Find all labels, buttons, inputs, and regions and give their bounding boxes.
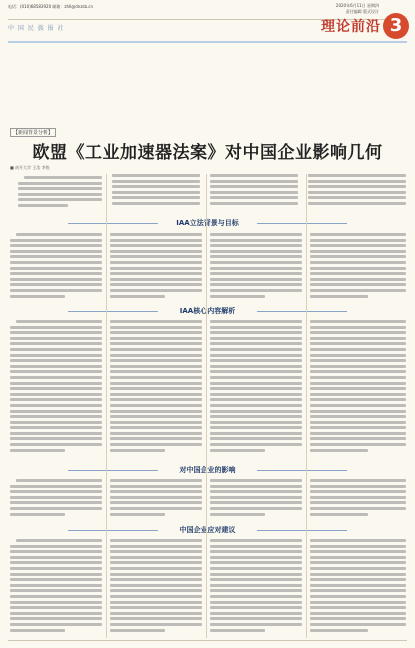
body-column [110,320,202,460]
body-column [10,539,102,637]
body-column [310,320,406,460]
body-column [110,539,202,637]
body-column [10,479,102,521]
section-heading-4-text: 中国企业应对建议 [179,526,236,534]
body-column [308,174,406,212]
body-column [310,539,406,637]
body-column [110,233,202,303]
footer-rule [8,640,407,641]
column-divider [206,174,207,638]
column-divider [106,174,107,638]
body-column [210,174,298,212]
section-heading-2 [8,306,407,316]
section-title: 理论前沿 [321,19,381,35]
body-column [310,479,406,521]
body-column [210,320,302,460]
body-column [110,479,202,521]
masthead-contact: 电话：(010)68583920 邮箱：zhll@dnzsb.cn [8,4,94,9]
section-heading-2-text: IAA核心内容解析 [179,307,236,315]
paper-name: 中 国 民 族 报 社 [8,25,65,32]
section-heading-3 [8,465,407,475]
body-column [210,539,302,637]
section-heading-1-text: IAA立法背景与目标 [176,219,239,227]
masthead-date: 2020年6月11日 星期四 [335,3,379,8]
section-heading-3-text: 对中国企业的影响 [179,466,236,474]
body-column [310,233,406,303]
body-column [210,233,302,303]
section-heading-1 [8,218,407,228]
section-heading-4 [8,525,407,535]
body-column [210,479,302,521]
body-column [10,233,102,303]
column-divider [306,174,307,638]
lead-paragraph [18,176,102,212]
body-column [112,174,200,212]
masthead [0,0,415,46]
masthead-editors: 责任编辑 版式设计 [345,9,379,14]
headline: 欧盟《工业加速器法案》对中国企业影响几何 [32,143,383,163]
byline: ■ 南开大学 王浩 李悦 [10,165,50,170]
body-column [10,320,102,460]
column-label: 【新闻背景分析】 [10,128,56,137]
page-number-badge: 3 [383,13,409,39]
masthead-bar [8,41,407,43]
masthead-date-block [336,3,379,15]
